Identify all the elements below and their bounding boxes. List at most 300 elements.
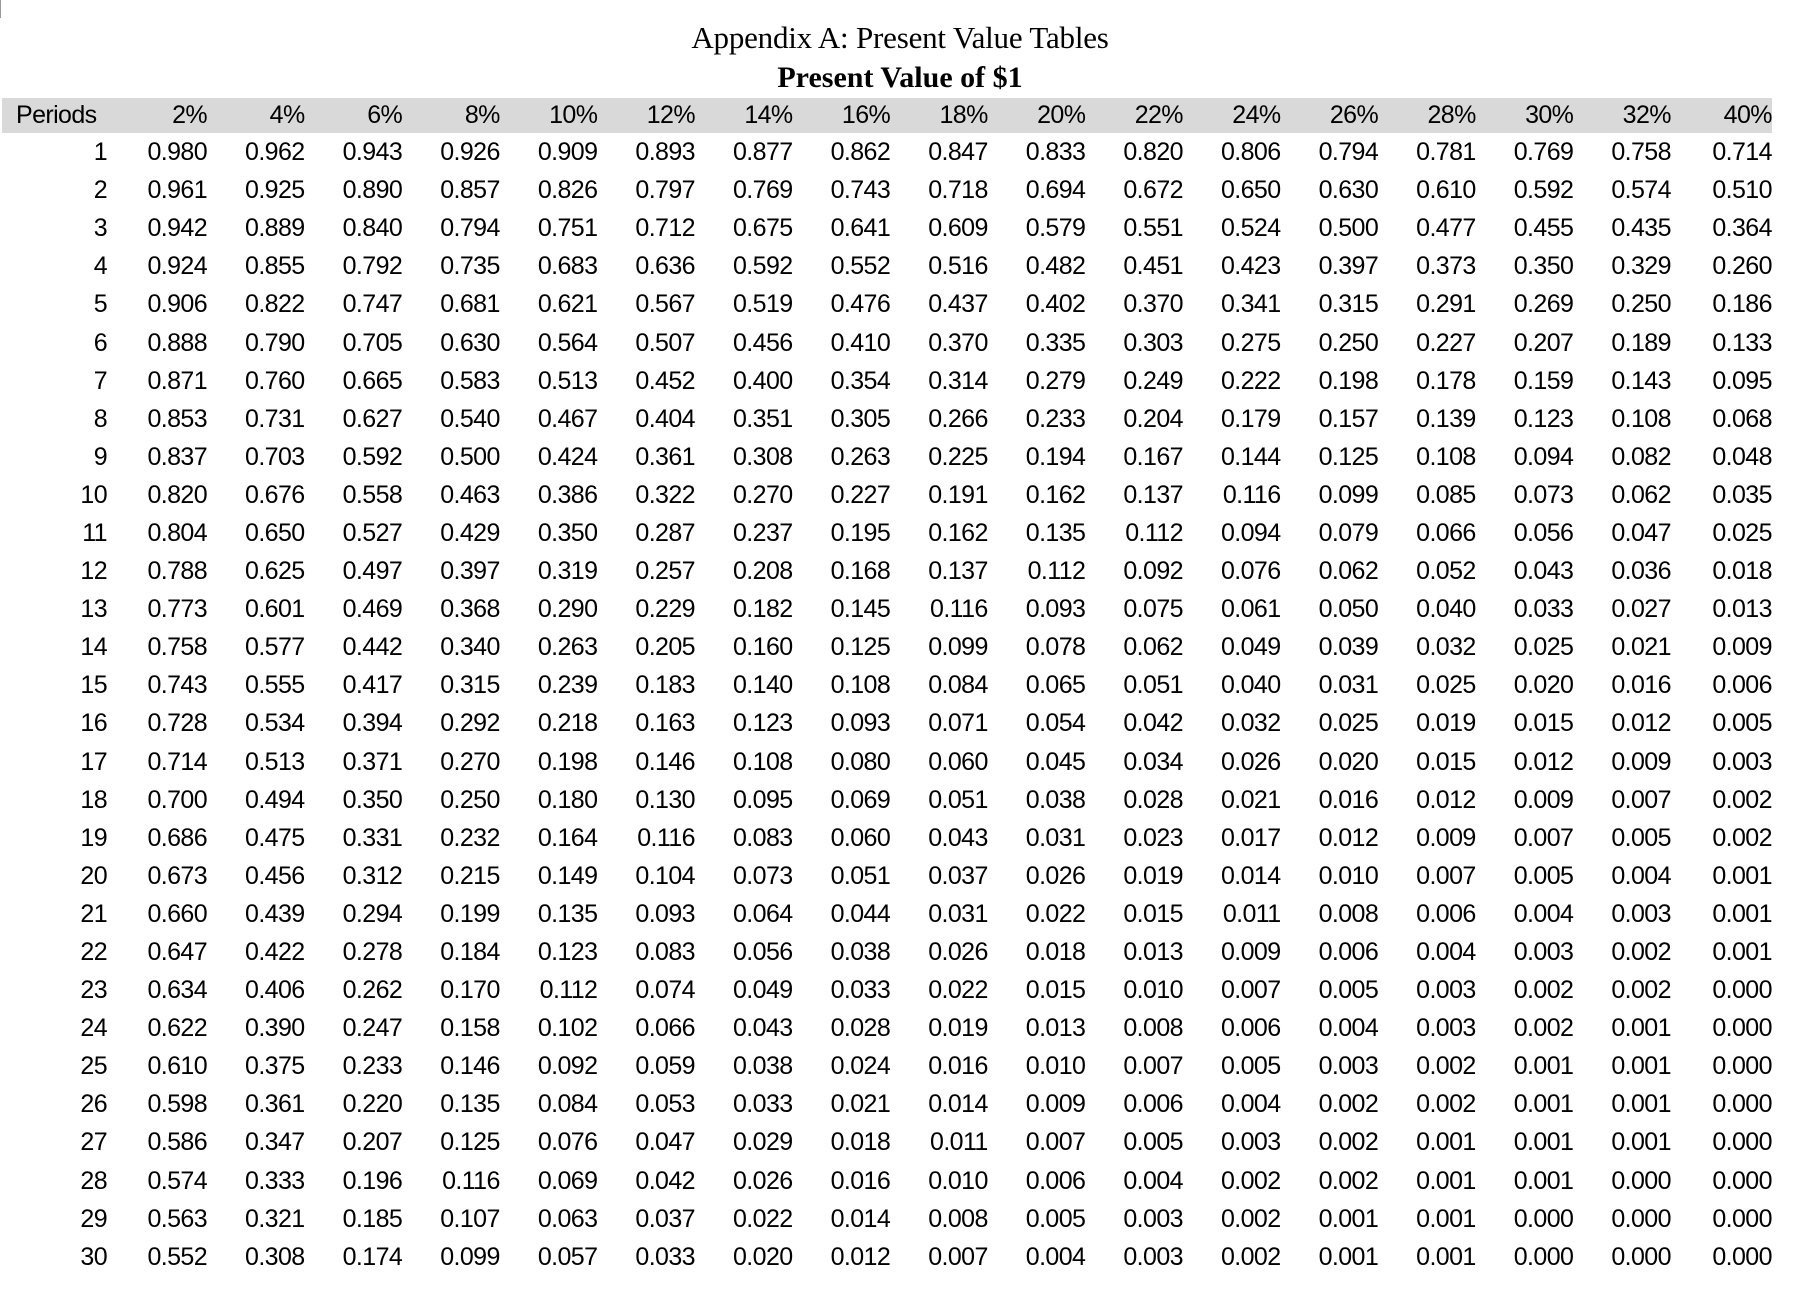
pv-factor-cell: 0.847 <box>928 138 988 167</box>
pv-factor-cell: 0.027 <box>1611 595 1671 624</box>
pv-factor-cell: 0.207 <box>342 1128 403 1157</box>
pv-factor-cell: 0.222 <box>1220 366 1281 395</box>
pv-factor-cell: 0.094 <box>1220 518 1281 547</box>
pv-factor-cell: 0.000 <box>1513 1204 1574 1233</box>
pv-factor-cell: 0.627 <box>342 404 403 433</box>
pv-factor-cell: 0.322 <box>635 480 695 509</box>
column-header-rate: 32% <box>1622 101 1671 129</box>
pv-factor-cell: 0.574 <box>147 1166 207 1195</box>
pv-factor-cell: 0.159 <box>1513 366 1574 395</box>
pv-factor-cell: 0.308 <box>733 442 793 471</box>
pv-factor-cell: 0.660 <box>147 899 207 928</box>
pv-factor-cell: 0.014 <box>928 1090 988 1119</box>
pv-factor-cell: 0.347 <box>245 1128 305 1157</box>
pv-factor-cell: 0.022 <box>733 1204 793 1233</box>
column-header-rate: 12% <box>646 101 695 129</box>
pv-factor-cell: 0.534 <box>245 709 305 738</box>
pv-factor-cell: 0.386 <box>537 480 598 509</box>
pv-factor-cell: 0.002 <box>1712 785 1772 814</box>
pv-factor-cell: 0.170 <box>440 976 500 1005</box>
pv-factor-cell: 0.021 <box>830 1090 891 1119</box>
pv-factor-cell: 0.574 <box>1611 176 1671 205</box>
pv-factor-cell: 0.116 <box>930 595 988 624</box>
pv-factor-cell: 0.021 <box>1220 785 1281 814</box>
period-cell: 19 <box>80 823 107 852</box>
pv-factor-cell: 0.004 <box>1123 1166 1183 1195</box>
table-row <box>2 704 1772 742</box>
pv-factor-cell: 0.007 <box>1025 1128 1086 1157</box>
pv-factor-cell: 0.641 <box>830 214 891 243</box>
pv-factor-cell: 0.186 <box>1712 290 1772 319</box>
pv-factor-cell: 0.564 <box>537 328 598 357</box>
pv-factor-cell: 0.806 <box>1220 138 1281 167</box>
pv-factor-cell: 0.743 <box>147 671 207 700</box>
pv-factor-cell: 0.714 <box>147 747 207 776</box>
pv-factor-cell: 0.758 <box>1611 138 1671 167</box>
pv-factor-cell: 0.205 <box>635 633 695 662</box>
pv-factor-cell: 0.016 <box>1318 785 1379 814</box>
pv-factor-cell: 0.069 <box>830 785 891 814</box>
pv-factor-cell: 0.006 <box>1025 1166 1086 1195</box>
table-row <box>2 285 1772 323</box>
pv-factor-cell: 0.924 <box>147 252 207 281</box>
pv-factor-cell: 0.291 <box>1416 290 1476 319</box>
pv-factor-cell: 0.592 <box>733 252 793 281</box>
pv-factor-cell: 0.862 <box>830 138 891 167</box>
table-row <box>2 400 1772 438</box>
pv-factor-cell: 0.390 <box>245 1014 305 1043</box>
pv-factor-cell: 0.191 <box>928 480 988 509</box>
pv-factor-cell: 0.601 <box>245 595 305 624</box>
pv-factor-cell: 0.026 <box>928 938 988 967</box>
period-cell: 7 <box>93 366 107 395</box>
pv-factor-cell: 0.840 <box>342 214 403 243</box>
pv-factor-cell: 0.001 <box>1611 1090 1671 1119</box>
period-cell: 5 <box>93 290 107 319</box>
column-header-rate: 40% <box>1723 101 1772 129</box>
pv-factor-cell: 0.455 <box>1513 214 1574 243</box>
pv-factor-cell: 0.033 <box>1513 595 1574 624</box>
pv-factor-cell: 0.004 <box>1611 861 1671 890</box>
pv-factor-cell: 0.237 <box>733 518 793 547</box>
table-row <box>2 133 1772 171</box>
pv-factor-cell: 0.406 <box>245 976 305 1005</box>
pv-factor-cell: 0.250 <box>440 785 500 814</box>
pv-factor-cell: 0.494 <box>245 785 305 814</box>
table-row <box>2 1085 1772 1123</box>
pv-factor-cell: 0.050 <box>1318 595 1379 624</box>
pv-factor-cell: 0.043 <box>928 823 988 852</box>
pv-factor-cell: 0.013 <box>1025 1014 1086 1043</box>
pv-factor-cell: 0.013 <box>1712 595 1772 624</box>
pv-factor-cell: 0.026 <box>733 1166 793 1195</box>
pv-factor-cell: 0.007 <box>1123 1052 1183 1081</box>
pv-factor-cell: 0.002 <box>1712 823 1772 852</box>
pv-factor-cell: 0.042 <box>635 1166 695 1195</box>
pv-factor-cell: 0.010 <box>1025 1052 1086 1081</box>
pv-factor-cell: 0.125 <box>830 633 891 662</box>
pv-factor-cell: 0.004 <box>1220 1090 1281 1119</box>
pv-factor-cell: 0.037 <box>635 1204 695 1233</box>
pv-factor-cell: 0.009 <box>1220 938 1281 967</box>
pv-factor-cell: 0.011 <box>1222 899 1281 928</box>
pv-factor-cell: 0.017 <box>1220 823 1281 852</box>
pv-factor-cell: 0.157 <box>1318 404 1379 433</box>
pv-factor-cell: 0.146 <box>440 1052 500 1081</box>
pv-factor-cell: 0.000 <box>1712 1090 1772 1119</box>
pv-factor-cell: 0.194 <box>1025 442 1086 471</box>
pv-factor-cell: 0.962 <box>245 138 305 167</box>
pv-factor-cell: 0.001 <box>1712 899 1772 928</box>
pv-factor-cell: 0.758 <box>147 633 207 662</box>
pv-factor-cell: 0.095 <box>1712 366 1772 395</box>
period-cell: 25 <box>80 1052 107 1081</box>
pv-factor-cell: 0.676 <box>245 480 305 509</box>
pv-factor-cell: 0.092 <box>1123 557 1183 586</box>
pv-factor-cell: 0.137 <box>928 557 988 586</box>
pv-factor-cell: 0.227 <box>1416 328 1476 357</box>
pv-factor-cell: 0.792 <box>342 252 403 281</box>
pv-factor-cell: 0.003 <box>1611 899 1671 928</box>
pv-factor-cell: 0.000 <box>1611 1166 1671 1195</box>
period-cell: 22 <box>80 938 107 967</box>
pv-factor-cell: 0.001 <box>1611 1128 1671 1157</box>
pv-factor-cell: 0.076 <box>537 1128 598 1157</box>
pv-factor-cell: 0.012 <box>830 1242 891 1271</box>
pv-factor-cell: 0.000 <box>1611 1204 1671 1233</box>
pv-factor-cell: 0.198 <box>1318 366 1379 395</box>
pv-factor-cell: 0.482 <box>1025 252 1086 281</box>
pv-factor-cell: 0.018 <box>1712 557 1772 586</box>
pv-factor-cell: 0.079 <box>1318 518 1379 547</box>
pv-factor-cell: 0.579 <box>1025 214 1086 243</box>
pv-factor-cell: 0.794 <box>1318 138 1379 167</box>
pv-factor-cell: 0.527 <box>342 518 403 547</box>
pv-factor-cell: 0.292 <box>440 709 500 738</box>
pv-factor-cell: 0.005 <box>1611 823 1671 852</box>
pv-factor-cell: 0.370 <box>1123 290 1183 319</box>
pv-factor-cell: 0.592 <box>1513 176 1574 205</box>
pv-factor-cell: 0.888 <box>147 328 207 357</box>
pv-factor-cell: 0.007 <box>1513 823 1574 852</box>
pv-factor-cell: 0.003 <box>1416 976 1476 1005</box>
table-row <box>2 781 1772 819</box>
pv-factor-cell: 0.857 <box>440 176 500 205</box>
pv-factor-cell: 0.001 <box>1416 1166 1476 1195</box>
table-row <box>2 743 1772 781</box>
pv-factor-cell: 0.394 <box>342 709 403 738</box>
pv-factor-cell: 0.076 <box>1220 557 1281 586</box>
pv-factor-cell: 0.350 <box>1513 252 1574 281</box>
pv-factor-cell: 0.980 <box>147 138 207 167</box>
pv-factor-cell: 0.331 <box>342 823 403 852</box>
pv-factor-cell: 0.636 <box>635 252 695 281</box>
pv-factor-cell: 0.010 <box>1318 861 1379 890</box>
pv-factor-cell: 0.266 <box>928 404 988 433</box>
pv-factor-cell: 0.650 <box>1220 176 1281 205</box>
pv-factor-cell: 0.016 <box>830 1166 891 1195</box>
pv-factor-cell: 0.270 <box>733 480 793 509</box>
pv-factor-cell: 0.014 <box>830 1204 891 1233</box>
pv-factor-cell: 0.341 <box>1220 290 1281 319</box>
pv-factor-cell: 0.002 <box>1220 1166 1281 1195</box>
pv-factor-cell: 0.630 <box>440 328 500 357</box>
pv-factor-cell: 0.007 <box>928 1242 988 1271</box>
pv-factor-cell: 0.001 <box>1513 1166 1574 1195</box>
pv-factor-cell: 0.162 <box>1025 480 1086 509</box>
pv-factor-cell: 0.060 <box>830 823 891 852</box>
pv-factor-cell: 0.112 <box>1027 557 1086 586</box>
pv-factor-cell: 0.005 <box>1123 1128 1183 1157</box>
pv-factor-cell: 0.319 <box>537 557 598 586</box>
pv-factor-cell: 0.019 <box>1416 709 1476 738</box>
pv-factor-cell: 0.257 <box>635 557 695 586</box>
pv-factor-cell: 0.107 <box>440 1204 500 1233</box>
pv-factor-cell: 0.437 <box>928 290 988 319</box>
pv-factor-cell: 0.038 <box>733 1052 793 1081</box>
pv-factor-cell: 0.003 <box>1513 938 1574 967</box>
pv-factor-cell: 0.123 <box>733 709 793 738</box>
pv-factor-cell: 0.598 <box>147 1090 207 1119</box>
pv-factor-cell: 0.371 <box>342 747 403 776</box>
pv-factor-cell: 0.038 <box>1025 785 1086 814</box>
pv-factor-cell: 0.000 <box>1712 1014 1772 1043</box>
pv-factor-cell: 0.069 <box>537 1166 598 1195</box>
column-header-rate: 10% <box>549 101 598 129</box>
pv-factor-cell: 0.340 <box>440 633 500 662</box>
pv-factor-cell: 0.125 <box>440 1128 500 1157</box>
pv-factor-cell: 0.552 <box>830 252 891 281</box>
pv-factor-cell: 0.592 <box>342 442 403 471</box>
pv-factor-cell: 0.906 <box>147 290 207 319</box>
pv-factor-cell: 0.233 <box>1025 404 1086 433</box>
pv-factor-cell: 0.002 <box>1611 938 1671 967</box>
pv-factor-cell: 0.410 <box>830 328 891 357</box>
pv-factor-cell: 0.375 <box>245 1052 305 1081</box>
pv-factor-cell: 0.016 <box>928 1052 988 1081</box>
table-row <box>2 1238 1772 1276</box>
pv-factor-cell: 0.728 <box>147 709 207 738</box>
pv-factor-cell: 0.160 <box>733 633 793 662</box>
period-cell: 15 <box>80 671 107 700</box>
pv-factor-cell: 0.610 <box>147 1052 207 1081</box>
pv-factor-cell: 0.305 <box>830 404 891 433</box>
pv-factor-cell: 0.826 <box>537 176 598 205</box>
pv-factor-cell: 0.467 <box>537 404 598 433</box>
pv-factor-cell: 0.039 <box>1318 633 1379 662</box>
pv-factor-cell: 0.000 <box>1712 1052 1772 1081</box>
pv-factor-cell: 0.182 <box>733 595 793 624</box>
pv-factor-cell: 0.350 <box>342 785 403 814</box>
pv-factor-cell: 0.003 <box>1220 1128 1281 1157</box>
pv-factor-cell: 0.820 <box>147 480 207 509</box>
pv-factor-cell: 0.004 <box>1513 899 1574 928</box>
period-cell: 17 <box>80 747 107 776</box>
pv-factor-cell: 0.303 <box>1123 328 1183 357</box>
pv-factor-cell: 0.034 <box>1123 747 1183 776</box>
pv-factor-cell: 0.647 <box>147 938 207 967</box>
pv-factor-cell: 0.837 <box>147 442 207 471</box>
pv-factor-cell: 0.558 <box>342 480 403 509</box>
pv-factor-cell: 0.164 <box>537 823 598 852</box>
pv-factor-cell: 0.025 <box>1416 671 1476 700</box>
pv-factor-cell: 0.018 <box>830 1128 891 1157</box>
pv-factor-cell: 0.025 <box>1513 633 1574 662</box>
pv-factor-cell: 0.003 <box>1318 1052 1379 1081</box>
pv-factor-cell: 0.001 <box>1712 861 1772 890</box>
pv-factor-cell: 0.031 <box>1025 823 1086 852</box>
pv-factor-cell: 0.060 <box>928 747 988 776</box>
pv-factor-cell: 0.004 <box>1416 938 1476 967</box>
period-cell: 20 <box>80 861 107 890</box>
pv-factor-cell: 0.001 <box>1513 1090 1574 1119</box>
pv-factor-cell: 0.099 <box>440 1242 500 1271</box>
pv-factor-cell: 0.315 <box>1318 290 1379 319</box>
pv-factor-cell: 0.853 <box>147 404 207 433</box>
pv-factor-cell: 0.082 <box>1611 442 1671 471</box>
pv-factor-cell: 0.123 <box>1513 404 1574 433</box>
pv-factor-cell: 0.497 <box>342 557 403 586</box>
pv-factor-cell: 0.001 <box>1318 1242 1379 1271</box>
pv-factor-cell: 0.104 <box>635 861 695 890</box>
pv-factor-cell: 0.028 <box>1123 785 1183 814</box>
pv-factor-cell: 0.225 <box>928 442 988 471</box>
table-row <box>2 514 1772 552</box>
pv-factor-cell: 0.250 <box>1318 328 1379 357</box>
pv-factor-cell: 0.143 <box>1611 366 1671 395</box>
pv-factor-cell: 0.001 <box>1611 1014 1671 1043</box>
pv-factor-cell: 0.207 <box>1513 328 1574 357</box>
pv-factor-cell: 0.130 <box>635 785 695 814</box>
pv-factor-cell: 0.000 <box>1712 1242 1772 1271</box>
period-cell: 18 <box>80 785 107 814</box>
table-row <box>2 857 1772 895</box>
pv-factor-cell: 0.634 <box>147 976 207 1005</box>
pv-factor-cell: 0.469 <box>342 595 403 624</box>
pv-factor-cell: 0.622 <box>147 1014 207 1043</box>
pv-factor-cell: 0.477 <box>1416 214 1476 243</box>
pv-factor-cell: 0.423 <box>1220 252 1281 281</box>
period-cell: 26 <box>80 1090 107 1119</box>
pv-factor-cell: 0.507 <box>635 328 695 357</box>
pv-factor-cell: 0.435 <box>1611 214 1671 243</box>
pv-factor-cell: 0.006 <box>1416 899 1476 928</box>
pv-factor-cell: 0.062 <box>1123 633 1183 662</box>
pv-factor-cell: 0.233 <box>342 1052 403 1081</box>
pv-factor-cell: 0.033 <box>635 1242 695 1271</box>
pv-factor-cell: 0.095 <box>733 785 793 814</box>
pv-factor-cell: 0.673 <box>147 861 207 890</box>
pv-factor-cell: 0.001 <box>1513 1128 1574 1157</box>
pv-factor-cell: 0.137 <box>1123 480 1183 509</box>
pv-factor-cell: 0.760 <box>245 366 305 395</box>
pv-factor-cell: 0.001 <box>1513 1052 1574 1081</box>
pv-factor-cell: 0.773 <box>147 595 207 624</box>
pv-factor-cell: 0.061 <box>1220 595 1281 624</box>
pv-factor-cell: 0.263 <box>537 633 598 662</box>
pv-factor-cell: 0.794 <box>440 214 500 243</box>
pv-factor-cell: 0.586 <box>147 1128 207 1157</box>
pv-factor-cell: 0.249 <box>1123 366 1183 395</box>
column-header-rate: 6% <box>367 101 403 129</box>
pv-factor-cell: 0.442 <box>342 633 403 662</box>
pv-factor-cell: 0.429 <box>440 518 500 547</box>
pv-factor-cell: 0.321 <box>245 1204 305 1233</box>
pv-factor-cell: 0.364 <box>1712 214 1772 243</box>
pv-factor-cell: 0.084 <box>537 1090 598 1119</box>
pv-factor-cell: 0.247 <box>342 1014 403 1043</box>
pv-factor-cell: 0.000 <box>1712 976 1772 1005</box>
pv-factor-cell: 0.335 <box>1025 328 1086 357</box>
period-cell: 21 <box>80 899 107 928</box>
column-header-rate: 22% <box>1134 101 1183 129</box>
pv-factor-cell: 0.198 <box>537 747 598 776</box>
pv-factor-cell: 0.567 <box>635 290 695 319</box>
column-header-rate: 28% <box>1427 101 1476 129</box>
pv-factor-cell: 0.116 <box>637 823 695 852</box>
pv-factor-cell: 0.610 <box>1416 176 1476 205</box>
pv-factor-cell: 0.057 <box>537 1242 598 1271</box>
pv-factor-cell: 0.195 <box>830 518 891 547</box>
column-header-rate: 30% <box>1525 101 1574 129</box>
pv-factor-cell: 0.033 <box>830 976 891 1005</box>
period-cell: 14 <box>80 633 107 662</box>
pv-factor-cell: 0.009 <box>1712 633 1772 662</box>
pv-factor-cell: 0.718 <box>928 176 988 205</box>
pv-factor-cell: 0.625 <box>245 557 305 586</box>
pv-factor-cell: 0.279 <box>1025 366 1086 395</box>
pv-factor-cell: 0.007 <box>1416 861 1476 890</box>
pv-factor-cell: 0.051 <box>928 785 988 814</box>
pv-factor-cell: 0.463 <box>440 480 500 509</box>
period-cell: 28 <box>80 1166 107 1195</box>
pv-factor-cell: 0.890 <box>342 176 403 205</box>
pv-factor-cell: 0.167 <box>1123 442 1183 471</box>
table-subtitle: Present Value of $1 <box>777 61 1023 94</box>
pv-factor-cell: 0.032 <box>1220 709 1281 738</box>
pv-factor-cell: 0.002 <box>1318 1166 1379 1195</box>
pv-factor-cell: 0.002 <box>1318 1128 1379 1157</box>
pv-factor-cell: 0.456 <box>733 328 793 357</box>
pv-factor-cell: 0.015 <box>1123 899 1183 928</box>
pv-factor-cell: 0.269 <box>1513 290 1574 319</box>
pv-factor-cell: 0.094 <box>1513 442 1574 471</box>
table-row <box>2 1200 1772 1238</box>
pv-factor-cell: 0.220 <box>342 1090 403 1119</box>
pv-factor-cell: 0.002 <box>1220 1204 1281 1233</box>
pv-factor-cell: 0.179 <box>1220 404 1281 433</box>
pv-factor-cell: 0.135 <box>1025 518 1086 547</box>
pv-factor-cell: 0.102 <box>537 1014 598 1043</box>
pv-factor-cell: 0.116 <box>1222 480 1281 509</box>
table-row <box>2 1162 1772 1200</box>
pv-factor-cell: 0.183 <box>635 671 695 700</box>
pv-factor-cell: 0.112 <box>1125 518 1183 547</box>
pv-factor-cell: 0.012 <box>1416 785 1476 814</box>
pv-factor-cell: 0.555 <box>245 671 305 700</box>
pv-factor-cell: 0.002 <box>1220 1242 1281 1271</box>
pv-factor-cell: 0.208 <box>733 557 793 586</box>
pv-factor-cell: 0.054 <box>1025 709 1086 738</box>
pv-factor-cell: 0.028 <box>830 1014 891 1043</box>
pv-factor-cell: 0.066 <box>1416 518 1476 547</box>
pv-factor-cell: 0.402 <box>1025 290 1086 319</box>
pv-factor-cell: 0.040 <box>1416 595 1476 624</box>
table-row <box>2 971 1772 1009</box>
pv-factor-cell: 0.040 <box>1220 671 1281 700</box>
pv-factor-cell: 0.675 <box>733 214 793 243</box>
pv-factor-cell: 0.012 <box>1611 709 1671 738</box>
